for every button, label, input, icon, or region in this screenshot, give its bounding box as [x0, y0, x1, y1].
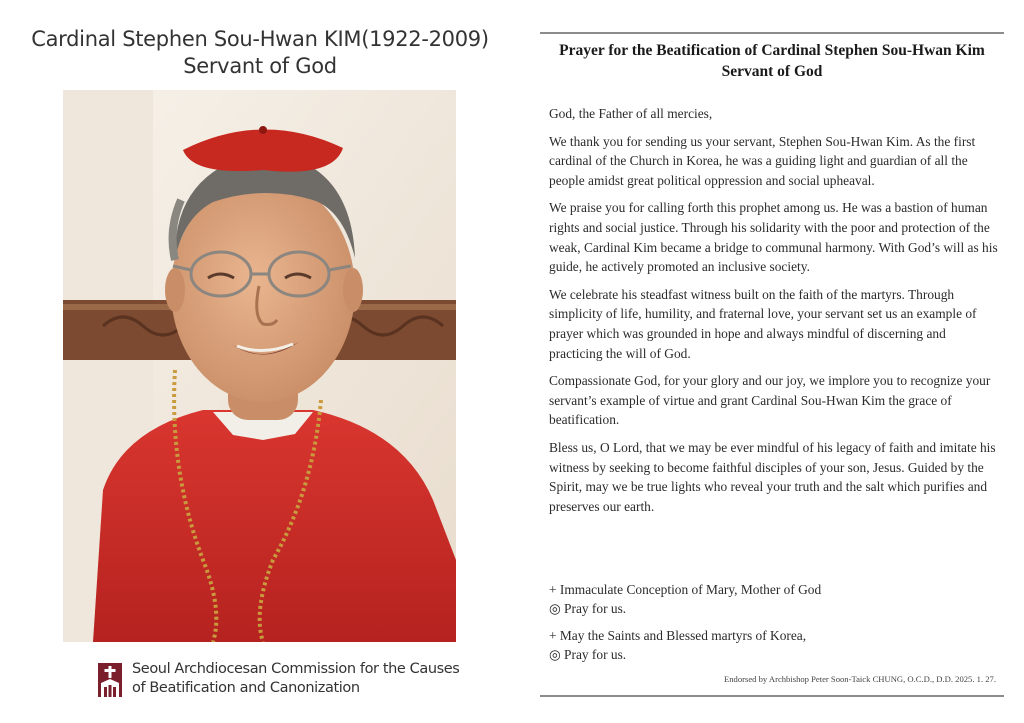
commission-line1: Seoul Archdiocesan Commission for the Causes	[132, 661, 460, 677]
portrait-illustration	[63, 90, 456, 642]
commission-name	[132, 660, 459, 698]
prayer-heading	[540, 40, 1004, 82]
invocation-item	[549, 580, 999, 618]
commission-credit	[98, 660, 498, 700]
commission-line2: of Beatification and Canonization	[132, 680, 360, 696]
prayer-heading-line1: Prayer for the Beatification of Cardinal Stephen Sou-Hwan Kim	[559, 42, 985, 59]
invocation-call: + May the Saints and Blessed martyrs of Korea,	[549, 628, 807, 643]
prayer-heading-line2: Servant of God	[721, 63, 823, 80]
prayer-paragraph: We praise you for calling forth this prophet among us. He was a bastion of human rights and social justice. Through his solidarity with the poor and protection of the weak, Cardinal Kim became a bridge to communal harmony. With God’s will as his guide, he actively promoted an inclusive society.	[549, 200, 998, 275]
invocation-call: + Immaculate Conception of Mary, Mother of God	[549, 582, 822, 597]
cross-church-logo-icon	[98, 663, 122, 697]
prayer-paragraph: God, the Father of all mercies,	[549, 106, 713, 121]
prayer-body	[549, 104, 999, 524]
portrait-title-line1: Cardinal Stephen Sou-Hwan KIM(1922-2009)	[31, 27, 489, 51]
endorsement-note: Endorsed by Archbishop Peter Soon-Taick CHUNG, O.C.D., D.D. 2025. 1. 27.	[724, 674, 996, 684]
prayer-panel	[540, 0, 1004, 723]
prayer-paragraph: We thank you for sending us your servant, Stephen Sou-Hwan Kim. As the first cardinal of the Church in Korea, he was a guiding light and guardian of all the people amidst great political oppression and social upheaval.	[549, 133, 976, 188]
invocation-response: ◎ Pray for us.	[549, 647, 627, 662]
invocation-item	[549, 626, 999, 664]
bottom-divider	[540, 695, 1004, 697]
prayer-paragraph: Bless us, O Lord, that we may be ever mindful of his legacy of faith and imitate his witness by seeking to become faithful disciples of your son, Jesus. Guided by the Spirit, may we be true lights who reveal your truth and the salt which purifies and preserves our earth.	[549, 439, 996, 514]
portrait-title-line2: Servant of God	[183, 54, 337, 78]
cardinal-portrait-photo	[63, 90, 456, 642]
invocation-response: ◎ Pray for us.	[549, 601, 627, 616]
top-divider	[540, 32, 1004, 34]
invocations	[549, 580, 999, 672]
portrait-title	[0, 26, 520, 80]
prayer-paragraph: We celebrate his steadfast witness built on the faith of the martyrs. Through simplicity of life, humility, and fraternal love, your servant set us an example of prayer which was grounded in hope and always mindful of discerning and practicing the will of God.	[549, 286, 977, 361]
prayer-paragraph: Compassionate God, for your glory and our joy, we implore you to recognize your servant’s example of virtue and grant Cardinal Sou-Hwan Kim the grace of beatification.	[549, 373, 991, 428]
